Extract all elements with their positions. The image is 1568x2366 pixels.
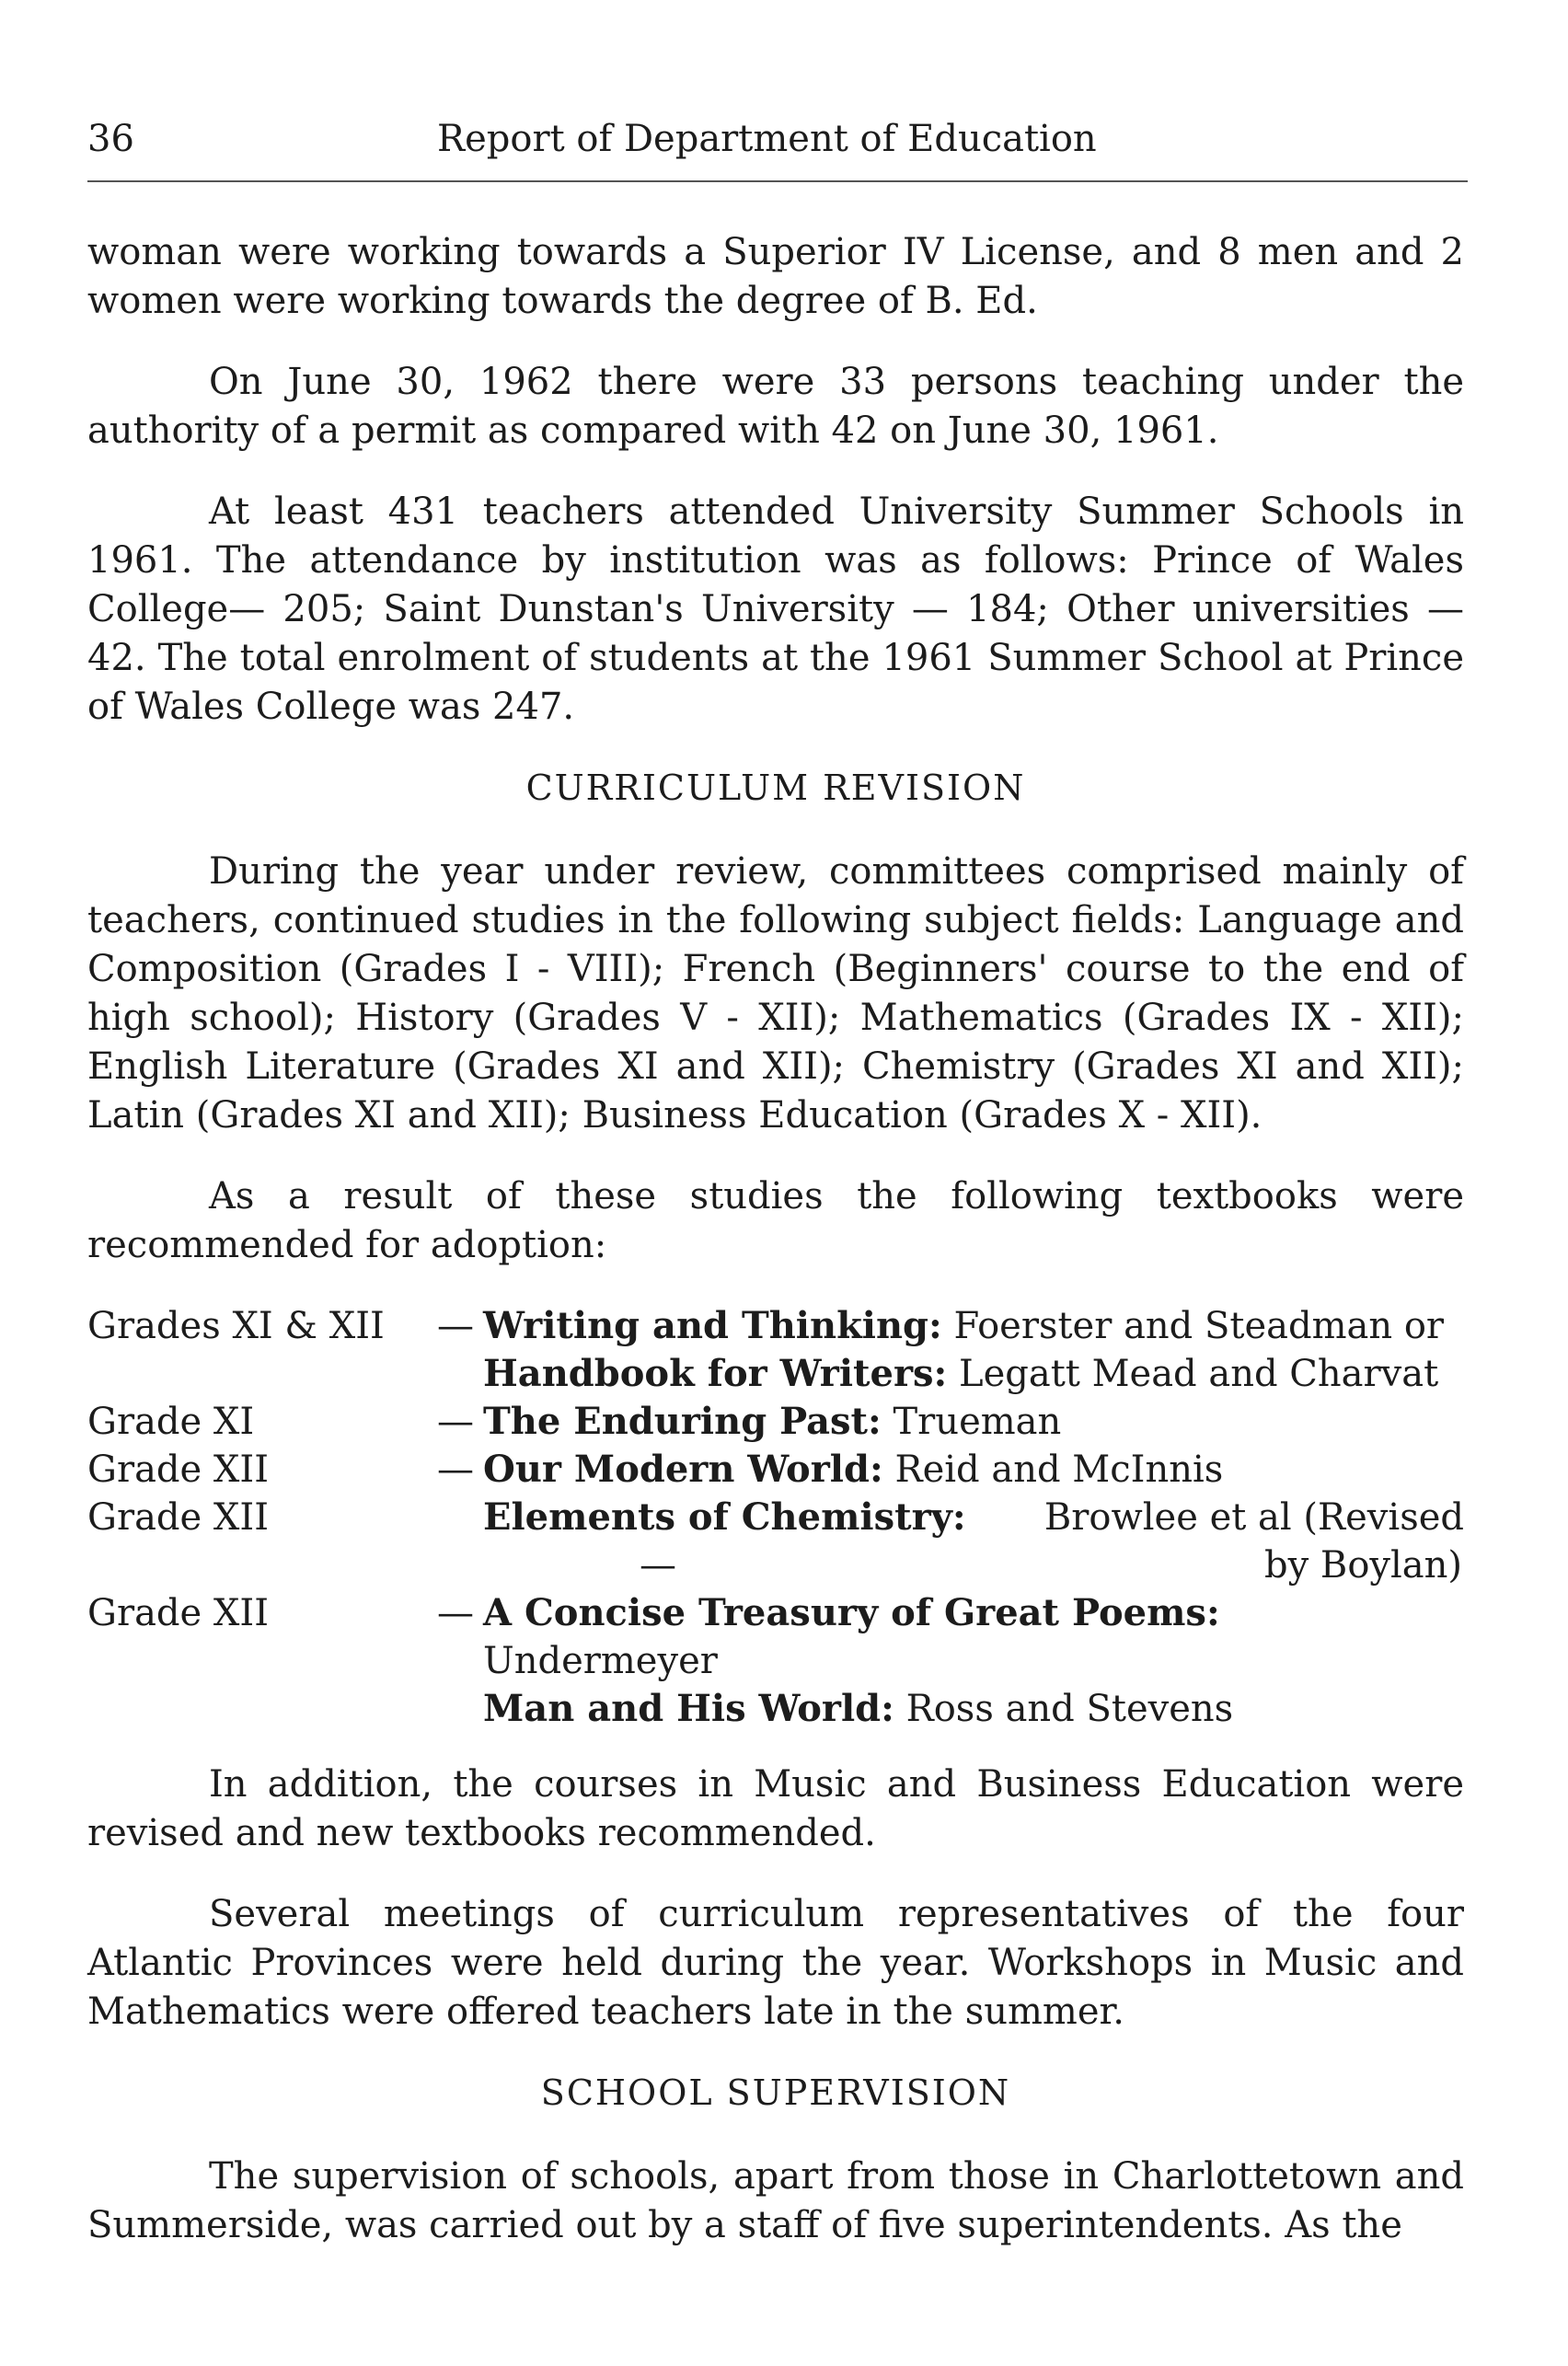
paragraph: During the year under review, committees comprised mainly of teachers, continued studies in the following subject fields: Language and Composition (Grades I - VIII); French (Beginners' course to the end of high school); History (Grades V - XII); Mathematics (Grades IX - XII); English Literature (Grades XI and XII); Chemistry (Grades XI and XII); Latin (Grades XI and XII); Business Education (Grades X - XII).	[87, 850, 1464, 1137]
dash	[428, 1494, 483, 1541]
textbook-entry	[483, 1446, 1464, 1494]
textbook-authors: Trueman	[893, 1401, 1062, 1443]
textbook-entry	[483, 1685, 1464, 1733]
paragraph: In addition, the courses in Music and Business Education were revised and new textbooks recommended.	[87, 1763, 1464, 1854]
textbook-title: A Concise Treasury of Great Poems:	[483, 1591, 1220, 1634]
textbook-authors: Legatt Mead and Charvat	[959, 1353, 1439, 1395]
dash: —	[437, 1592, 474, 1634]
textbook-entry	[483, 1302, 1464, 1350]
textbook-authors: Undermeyer	[483, 1640, 718, 1682]
grade-label	[87, 1685, 428, 1733]
paragraph: At least 431 teachers attended University Summer Schools in 1961. The attendance by institution was as follows: Prince of Wales College— 205; Saint Dunstan's University — 184; Other universities — 42. The total enrolment of students at the 1961 Summer School at Prince of Wales College was 247.	[87, 491, 1464, 728]
dash: —	[437, 1401, 474, 1443]
page-number: 36	[87, 118, 134, 160]
paragraph: As a result of these studies the following textbooks were recommended for adoption:	[87, 1175, 1464, 1266]
textbook-entry	[483, 1589, 1464, 1685]
textbook-row	[87, 1589, 1464, 1685]
textbook-authors: Ross and Stevens	[905, 1688, 1234, 1730]
textbook-title: Writing and Thinking:	[483, 1304, 942, 1347]
header-rule	[87, 180, 1468, 182]
grade-label: Grade XII	[87, 1448, 269, 1491]
section-heading-supervision: SCHOOL SUPERVISION	[540, 2072, 1011, 2113]
textbook-entry	[483, 1494, 1464, 1541]
section-heading-curriculum: CURRICULUM REVISION	[525, 768, 1026, 808]
textbook-authors: Foerster and Steadman or	[953, 1305, 1445, 1347]
textbook-list	[87, 1302, 1464, 1733]
page-header	[87, 118, 1468, 173]
textbook-row	[87, 1398, 1464, 1446]
paragraph: On June 30, 1962 there were 33 persons teaching under the authority of a permit as compared with 42 on June 30, 1961.	[87, 361, 1464, 452]
textbook-row	[87, 1494, 1464, 1541]
textbook-authors: by Boylan)	[1264, 1544, 1462, 1587]
textbook-row	[87, 1446, 1464, 1494]
grade-label: Grade XII	[87, 1592, 269, 1634]
textbook-entry	[483, 1541, 1464, 1589]
grade-label	[87, 1350, 428, 1398]
dash	[428, 1350, 483, 1398]
dash: —	[437, 1305, 474, 1347]
paragraph: woman were working towards a Superior IV License, and 8 men and 2 women were working towards the degree of B. Ed.	[87, 231, 1464, 322]
textbook-authors: Reid and McInnis	[894, 1448, 1224, 1491]
textbook-title: The Enduring Past:	[483, 1400, 882, 1443]
textbook-row	[87, 1350, 1464, 1398]
textbook-entry	[483, 1350, 1464, 1398]
textbook-row	[87, 1302, 1464, 1350]
body-text	[87, 228, 1464, 2282]
continuation-dash: —	[640, 1544, 676, 1587]
textbook-title: Handbook for Writers:	[483, 1352, 948, 1395]
textbook-title: Our Modern World:	[483, 1448, 883, 1491]
paragraph: Several meetings of curriculum representatives of the four Atlantic Provinces were held during the year. Workshops in Music and Mathematics were offered teachers late in the summer.	[87, 1893, 1464, 2033]
textbook-title: Man and His World:	[483, 1687, 894, 1730]
grade-label	[87, 1541, 428, 1589]
textbook-row	[87, 1685, 1464, 1733]
grade-label: Grades XI & XII	[87, 1305, 385, 1347]
textbook-entry	[483, 1398, 1464, 1446]
running-title: Report of Department of Education	[437, 118, 1097, 160]
dash	[428, 1685, 483, 1733]
dash: —	[437, 1448, 474, 1491]
textbook-title: Elements of Chemistry:	[483, 1495, 966, 1539]
dash	[428, 1541, 483, 1589]
grade-label: Grade XII	[87, 1496, 269, 1539]
textbook-authors: Browlee et al (Revised	[1043, 1496, 1464, 1539]
paragraph: The supervision of schools, apart from those in Charlottetown and Summerside, was carried out by a staff of five superintendents. As the	[87, 2155, 1464, 2246]
textbook-row	[87, 1541, 1464, 1589]
grade-label: Grade XI	[87, 1401, 255, 1443]
